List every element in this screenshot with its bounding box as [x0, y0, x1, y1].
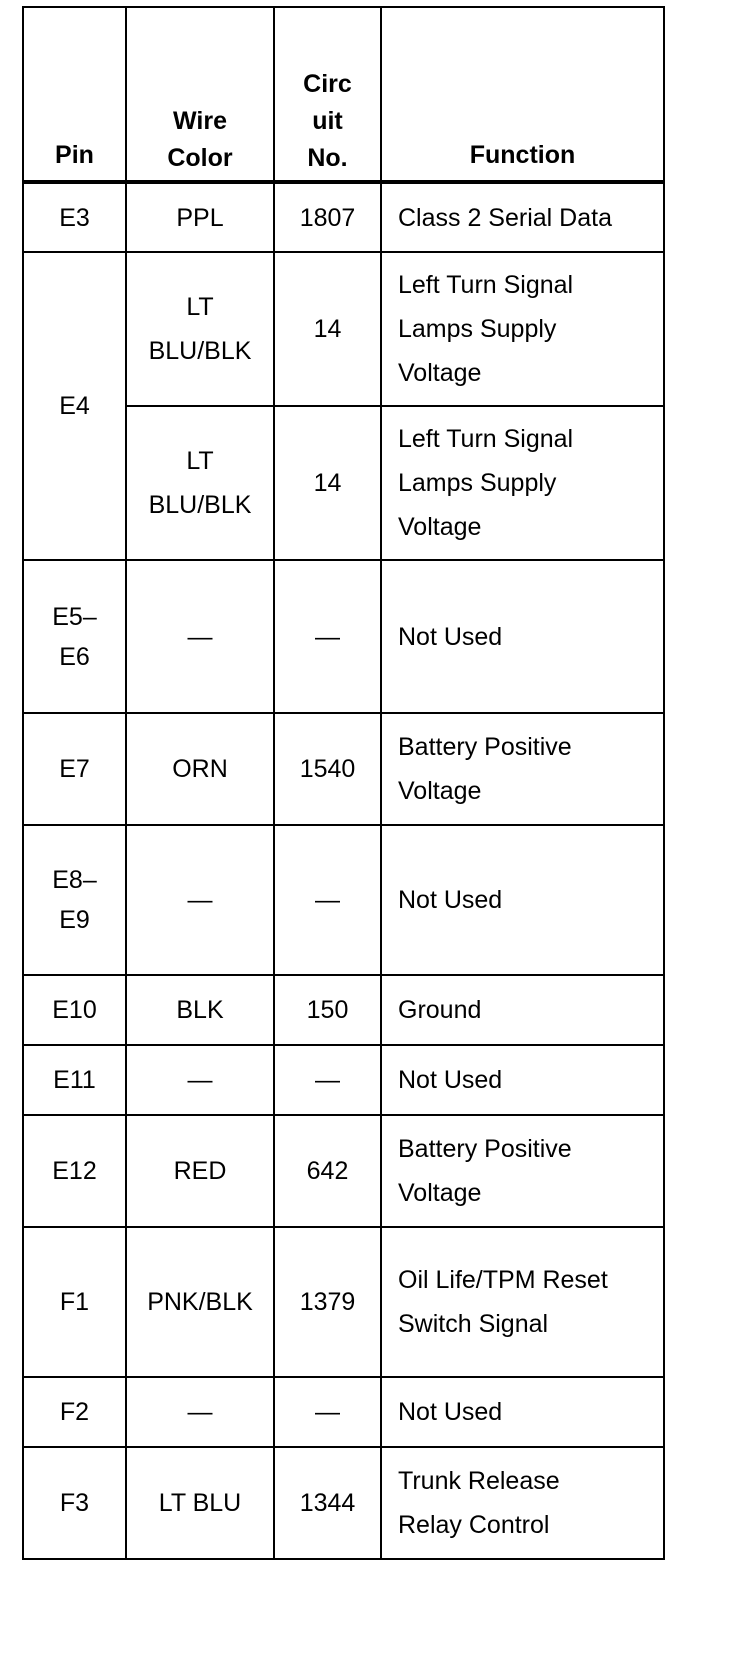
cell-circuit — [274, 975, 381, 1045]
cell-pin — [23, 975, 126, 1045]
table-row — [23, 1377, 664, 1447]
table-row — [23, 825, 664, 975]
function-value: Ground — [398, 996, 482, 1024]
function-value: Battery Positive Voltage — [398, 733, 572, 805]
circuit-value: 14 — [313, 469, 342, 497]
cell-circuit — [274, 406, 381, 560]
cell-function — [381, 1377, 664, 1447]
circuit-value: 642 — [306, 1157, 349, 1185]
table-row — [23, 182, 664, 252]
circuit-value: — — [315, 622, 340, 651]
table-row — [23, 1447, 664, 1559]
cell-pin — [23, 560, 126, 713]
cell-wire-color — [126, 1447, 274, 1559]
function-value: Oil Life/TPM Reset Switch Signal — [398, 1266, 608, 1338]
wire-color-value: PPL — [176, 203, 224, 232]
function-value: Trunk Release Relay Control — [398, 1467, 560, 1539]
cell-function — [381, 560, 664, 713]
cell-wire-color — [126, 975, 274, 1045]
cell-pin — [23, 825, 126, 975]
cell-circuit — [274, 1447, 381, 1559]
wire-color-value: LT BLU — [158, 1489, 242, 1517]
wire-color-value: BLK — [176, 996, 224, 1024]
function-value: Left Turn Signal Lamps Supply Voltage — [398, 271, 574, 387]
table-header-row — [23, 7, 664, 182]
cell-function — [381, 975, 664, 1045]
wire-color-value: — — [187, 886, 213, 914]
cell-pin — [23, 1227, 126, 1377]
circuit-value: 1344 — [299, 1489, 356, 1517]
table-row — [23, 560, 664, 713]
cell-pin — [23, 1115, 126, 1227]
cell-wire-color — [126, 1115, 274, 1227]
cell-circuit — [274, 252, 381, 406]
pin-value: F1 — [59, 1288, 90, 1316]
function-value: Left Turn Signal Lamps Supply Voltage — [398, 425, 574, 541]
cell-wire-color — [126, 406, 274, 560]
connector-pinout-table — [22, 6, 665, 1560]
cell-function — [381, 1115, 664, 1227]
cell-wire-color — [126, 560, 274, 713]
wire-color-value: RED — [173, 1157, 227, 1185]
table-row — [23, 1115, 664, 1227]
function-value: Not Used — [398, 886, 503, 914]
circuit-value: 1807 — [299, 203, 356, 232]
cell-pin — [23, 713, 126, 825]
table-row — [23, 1045, 664, 1115]
cell-circuit — [274, 182, 381, 252]
header-circuit-no-label: Circuit No. — [303, 70, 352, 172]
table-row — [23, 975, 664, 1045]
header-pin — [23, 7, 126, 182]
pin-value: E4 — [59, 392, 90, 420]
cell-circuit — [274, 1045, 381, 1115]
function-value: Battery Positive Voltage — [398, 1135, 572, 1207]
cell-wire-color — [126, 713, 274, 825]
table-row — [23, 1227, 664, 1377]
cell-function — [381, 406, 664, 560]
table-row — [23, 713, 664, 825]
pin-value: E3 — [59, 203, 90, 232]
cell-pin — [23, 182, 126, 252]
pin-value: E12 — [52, 1157, 97, 1185]
wire-color-value: LT BLU/BLK — [148, 293, 252, 365]
pin-value: F2 — [59, 1398, 90, 1426]
cell-pin — [23, 1377, 126, 1447]
function-value: Class 2 Serial Data — [398, 203, 612, 232]
cell-pin — [23, 1045, 126, 1115]
circuit-value: 1379 — [299, 1288, 356, 1316]
header-function-label: Function — [469, 141, 576, 169]
cell-wire-color — [126, 182, 274, 252]
wire-color-value: PNK/BLK — [147, 1288, 253, 1316]
pin-value: E10 — [52, 996, 97, 1024]
function-value: Not Used — [398, 622, 503, 651]
wire-color-value: — — [187, 1066, 213, 1094]
cell-wire-color — [126, 1377, 274, 1447]
pin-value: E8–E9 — [52, 866, 97, 934]
function-value: Not Used — [398, 1398, 503, 1426]
cell-circuit — [274, 560, 381, 713]
cell-circuit — [274, 1227, 381, 1377]
cell-circuit — [274, 713, 381, 825]
pin-value: E5–E6 — [52, 602, 97, 671]
cell-pin — [23, 252, 126, 560]
cell-function — [381, 825, 664, 975]
cell-wire-color — [126, 825, 274, 975]
cell-circuit — [274, 1115, 381, 1227]
cell-function — [381, 1447, 664, 1559]
circuit-value: 1540 — [299, 755, 356, 783]
header-wire-color-label: Wire Color — [167, 107, 233, 172]
cell-circuit — [274, 1377, 381, 1447]
cell-wire-color — [126, 1045, 274, 1115]
wire-color-value: ORN — [172, 755, 228, 783]
cell-function — [381, 182, 664, 252]
circuit-value: — — [315, 1398, 340, 1426]
wire-color-value: — — [187, 622, 213, 651]
cell-pin — [23, 1447, 126, 1559]
cell-function — [381, 252, 664, 406]
header-wire-color — [126, 7, 274, 182]
header-pin-label: Pin — [55, 141, 94, 169]
pin-value: E11 — [53, 1066, 96, 1094]
wire-color-value: — — [187, 1398, 213, 1426]
cell-wire-color — [126, 252, 274, 406]
header-function — [381, 7, 664, 182]
circuit-value: 14 — [313, 315, 342, 343]
circuit-value: — — [315, 886, 340, 914]
circuit-value: 150 — [306, 996, 349, 1024]
circuit-value: — — [315, 1066, 340, 1094]
wire-color-value: LT BLU/BLK — [148, 447, 252, 519]
cell-circuit — [274, 825, 381, 975]
cell-function — [381, 713, 664, 825]
pin-value: E7 — [59, 755, 90, 783]
cell-function — [381, 1045, 664, 1115]
cell-function — [381, 1227, 664, 1377]
header-circuit-no — [274, 7, 381, 182]
function-value: Not Used — [398, 1066, 503, 1094]
table-row — [23, 252, 664, 406]
cell-wire-color — [126, 1227, 274, 1377]
pin-value: F3 — [59, 1489, 90, 1517]
